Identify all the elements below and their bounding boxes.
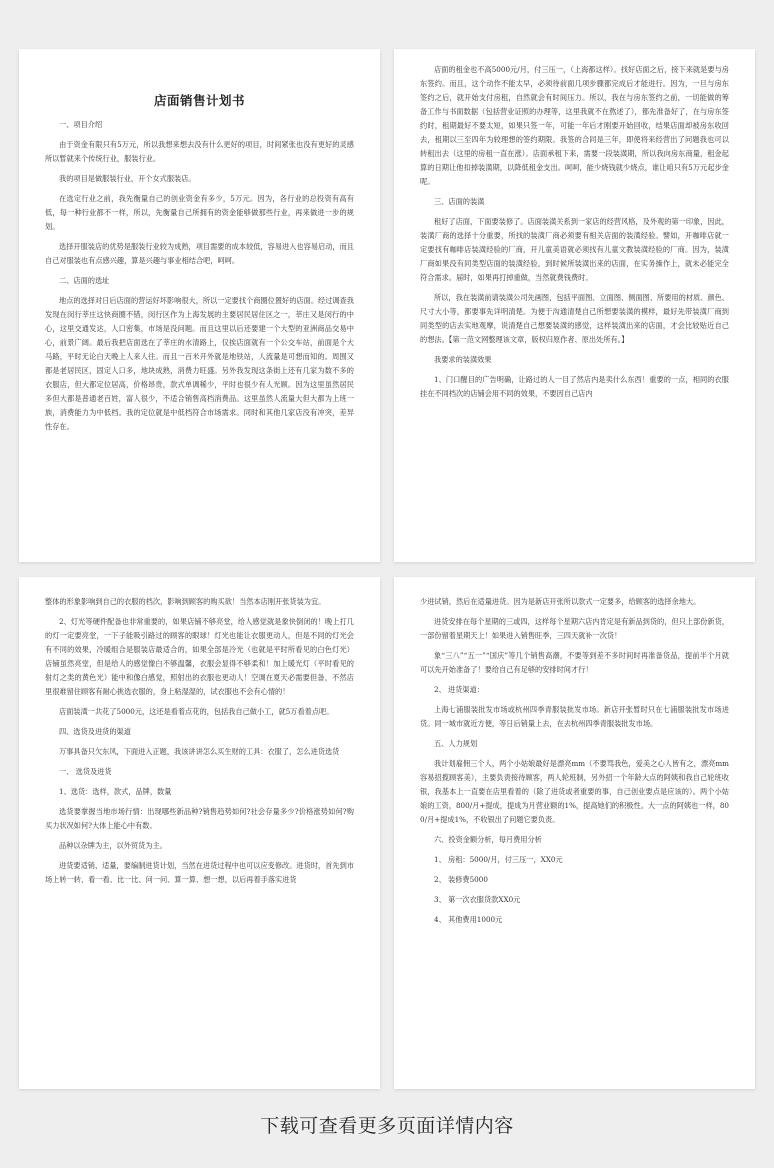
subheading: 一、 选货及进货 — [59, 767, 112, 776]
paragraph: 进货要适销、适量，要编制进货计划，当然在进货过程中也可以应变修改。进货时，首先到市场上转一转、看一看、比一比、问一问、算一算、想一想，以后再着手落实进货 — [45, 861, 354, 884]
section-heading: 六、投资金额分析，每月费用分析 — [434, 835, 542, 844]
paragraph: 由于资金有限只有5万元，所以我想来想去没有什么更好的项目，时间紧张也没有更好的灵感所以暂就来个传统行业，服装行业。 — [45, 140, 354, 163]
paragraph: 象“三八”“五一”“国庆”等几个销售高潮，不要等到差不多时间时再准备货品，提前半个月就可以先开始准备了！要给自己有足够的安排时间才行！ — [420, 651, 729, 674]
document-page-4 — [394, 577, 755, 1089]
document-page-1 — [19, 49, 380, 562]
paragraph: 进货安排在每个星期的三或四，这样每个星期六店内肯定是有新品到货的，但只上部份新货，一部份留着星期天上！如果进入销售旺季，三四天就补一次货！ — [420, 617, 729, 640]
list-item: 2、 装修费5000 — [434, 875, 488, 884]
section-heading: 三、店面的装潢 — [434, 197, 485, 206]
paragraph: 在选定行业之前，我先衡量自己的创业资金有多少，5万元。因为，各行业的总投资有高有低，每一种行业都不一样，所以，先衡量自己所拥有的资金能够做那些行业，再来做进一步的规划。 — [45, 194, 354, 231]
document-title: 店面销售计划书 — [153, 93, 245, 108]
section-heading: 一、项目介绍 — [59, 120, 103, 129]
list-item: 1、 房租：5000/月，付三压一，XX0元 — [434, 855, 563, 864]
section-heading: 五、人力规划 — [434, 739, 478, 748]
paragraph: 万事具备只欠东风，下面进入正题，我该讲讲怎么买生财的工具：衣服了，怎么进货选货 — [59, 747, 340, 756]
paragraph: 店面装潢一共花了5000元，这还是看着点花的，包括我自己做小工，就5万看着点吧。 — [59, 707, 334, 716]
document-page-2 — [394, 49, 755, 562]
document-page-3 — [19, 577, 380, 1089]
section-heading: 二、店面的选址 — [59, 276, 110, 285]
list-item: 4、 其他费用1000元 — [434, 915, 503, 924]
paragraph: 地点的选择对日后店面的营运好坏影响很大，所以一定要找个商圈位置好的店面。经过调查我发现在闵行莘庄这快商圈不错，闵行区作为上海发展的主要居民居住区之一，莘庄又是闵行的中心，这里交通发达，人口密集，市场是没问题。而且这里以后还要建一个大型的亚洲商品交易中心，前景广阔。最后我把店面选在了莘庄的水清路上，仅挨店面就有一个公交车站，前面是个大马路，平时无论白天晚上人来人往。而且一百米开外就是地铁站，人流量是可想而知的。周围又都是老居民区，固定人口多，地块成熟，消费力旺盛。另外我发现这条街上还有几家为数不多的衣服店，但大都定位居高，价格昂贵，款式单调稀少，平时也很少有人光顾。因为这里虽然居民多但大都是普通老百姓，富人很少，不适合销售高档消费品。这里虽然人流量大但大都为上班一族，消费能力为中低档。我的定位就是中低档符合市场需求。同时和其他几家店没有冲突，差异性存在。 — [45, 296, 354, 431]
paragraph: 1、门口醒目的广告明确，让路过的人一目了然店内是卖什么东西！重要的一点，相同的衣服挂在不同档次的店铺会用不同的效果，不要因自己店内 — [420, 375, 729, 398]
paragraph: 我计划雇佣三个人，两个小姑娘最好是漂亮mm（不要骂我色，爱美之心人皆有之，漂亮mm容易招揽顾客美），主要负责接待顾客，两人轮班制，另外招一个年龄大点的阿姨和我自己轮班收银，我基本上一直要在店里看着的（除了进货或者重要的事，自己创业要点是应该的）。两个小姑娘的工资，800/月+提成，提成为月营业额的1%，提高她们的积极性。大一点的阿姨也一样，800/月+提成1%，不收银出了问题它要负责。 — [420, 759, 729, 824]
paragraph: 2、灯光等硬件配备也非常重要的，如果店铺不够亮堂，给人感觉就是象快倒闭的！晚上打几的灯一定要亮堂，一下子能吸引路过的顾客的眼球！灯光也能让衣服更动人，但是不同的灯光会有不同的效果，冷暖组合是服装店最适合的，如果全部是冷光（也就是平时所看见的白色灯光）店铺虽然亮堂，但是给人的感觉像白不够温馨，衣服会显得不够柔和！加上暖光灯（平时看见的射灯之类的黄色光）能中和像白感觉，照射出的衣服也更动人！空调在夏天必需要但备，不然店里很难留住顾客有耐心挑选衣服的，身上粘湿湿的，试衣服也不会有心情的！ — [45, 617, 354, 696]
subheading: 2、 进货渠道： — [434, 685, 484, 694]
paragraph: 整体的形象影响到自己的衣服的档次，影响到顾客的购买欲！当然本店刚开张货装为宜。 — [45, 597, 326, 606]
list-item: 3、 第一次衣服货款XX0元 — [434, 895, 521, 904]
paragraph: 我的项目是做服装行业，开个女式服装店。 — [59, 174, 196, 183]
subheading: 1、选货：选样，款式，品牌，数量 — [59, 787, 172, 796]
paragraph: 租好了店面，下面要装修了。店面装潢关系到一家店的经营风格，及外观的第一印象，因此，装潢厂商的选择十分重要，所找的装潢厂商必须要有相关店面的装潢经验。譬如，开咖啡店就一定要找有咖啡店装潢经验的厂商，开儿童美语就必须找有儿童文教装潢经验的厂商。因为，装潢厂商如果没有同类型店面的装潢经验，到时候所装潢出来的店面，在实务操作上，就未必能完全符合需求。届时，如果再打掉重做，当然就费钱费时。 — [420, 217, 729, 282]
paragraph: 选择开服装店的优势是服装行业较为成熟，项目需要的成本较低，容易进入也容易启动，而且自己对服装也有点感兴趣，算是兴趣与事业相结合吧，呵呵。 — [45, 242, 354, 265]
paragraph: 品种以杂牌为主，以外贸货为主。 — [59, 841, 167, 850]
download-more-link[interactable]: 下载可查看更多页面详情内容 — [260, 1115, 514, 1137]
subheading: 我要求的装潢效果 — [434, 355, 492, 364]
paragraph: 店面的租金也不高5000元/月，付三压一，（上海都这样）。找好店面之后，接下来就是要与房东签约。而且，这个动作不能太早，必须待前面几项步骤都完成后才能进行。因为，一旦与房东签约之后，就开始支付房租，自然就会有时间压力。所以，我在与房东签约之前，一切能做的筹备工作与书面数据（包括营业证照的办理等，这里我就不在熬述了），都先准备好了，在与房东签约时，租期最好不要太短，如果只签一年，可能一年后才刚要开始回收，结果店面却被房东收回去，租期以三至四年为较理想的签约期限。我签的合同是三年，即使将来经营出了问题我也可以转租出去（这里的房租一直在涨）。店面承租下来，需要一段装潢期，所以我向房东商量，租金起算的日期让他扣掉装潢期，以降低租金支出。呵呵，能少烧钱就少烧点，谁让咱只有5万元起步金呢。 — [420, 65, 729, 186]
section-heading: 四、选货及进货的渠道 — [59, 727, 131, 736]
paragraph: 上海七浦服装批发市场或杭州四季青服装批发市场。新店开张暂时只在七浦服装批发市场进货。同一城市就近方便，等日后销量上去，在去杭州四季青服装批发市场。 — [420, 705, 729, 728]
paragraph: 少进试销，然后在适量进货。因为是新店开张所以款式一定要多，给顾客的选择余地大。 — [420, 597, 701, 606]
paragraph: 选货要掌握当地市场行情：出现哪些新品种?销售趋势如何?社会存量多少?价格涨势如何?购买力状况如何?大体上能心中有数。 — [45, 807, 354, 830]
paragraph: 所以，我在装潢前请装潢公司先画图，包括平面图、立面图、侧面图、所要用的材质、颜色、尺寸大小等，都要事先详明清楚。为便于沟通清楚自己所想要装潢的模样，最好先带装潢厂商到同类型的店去实地观摩，说清楚自己想要装潢的感觉，这样装潢出来的店面，才会比较贴近自己的想法。【第一范文网整理该文章，版权归原作者、原出处所有。】 — [420, 293, 729, 344]
